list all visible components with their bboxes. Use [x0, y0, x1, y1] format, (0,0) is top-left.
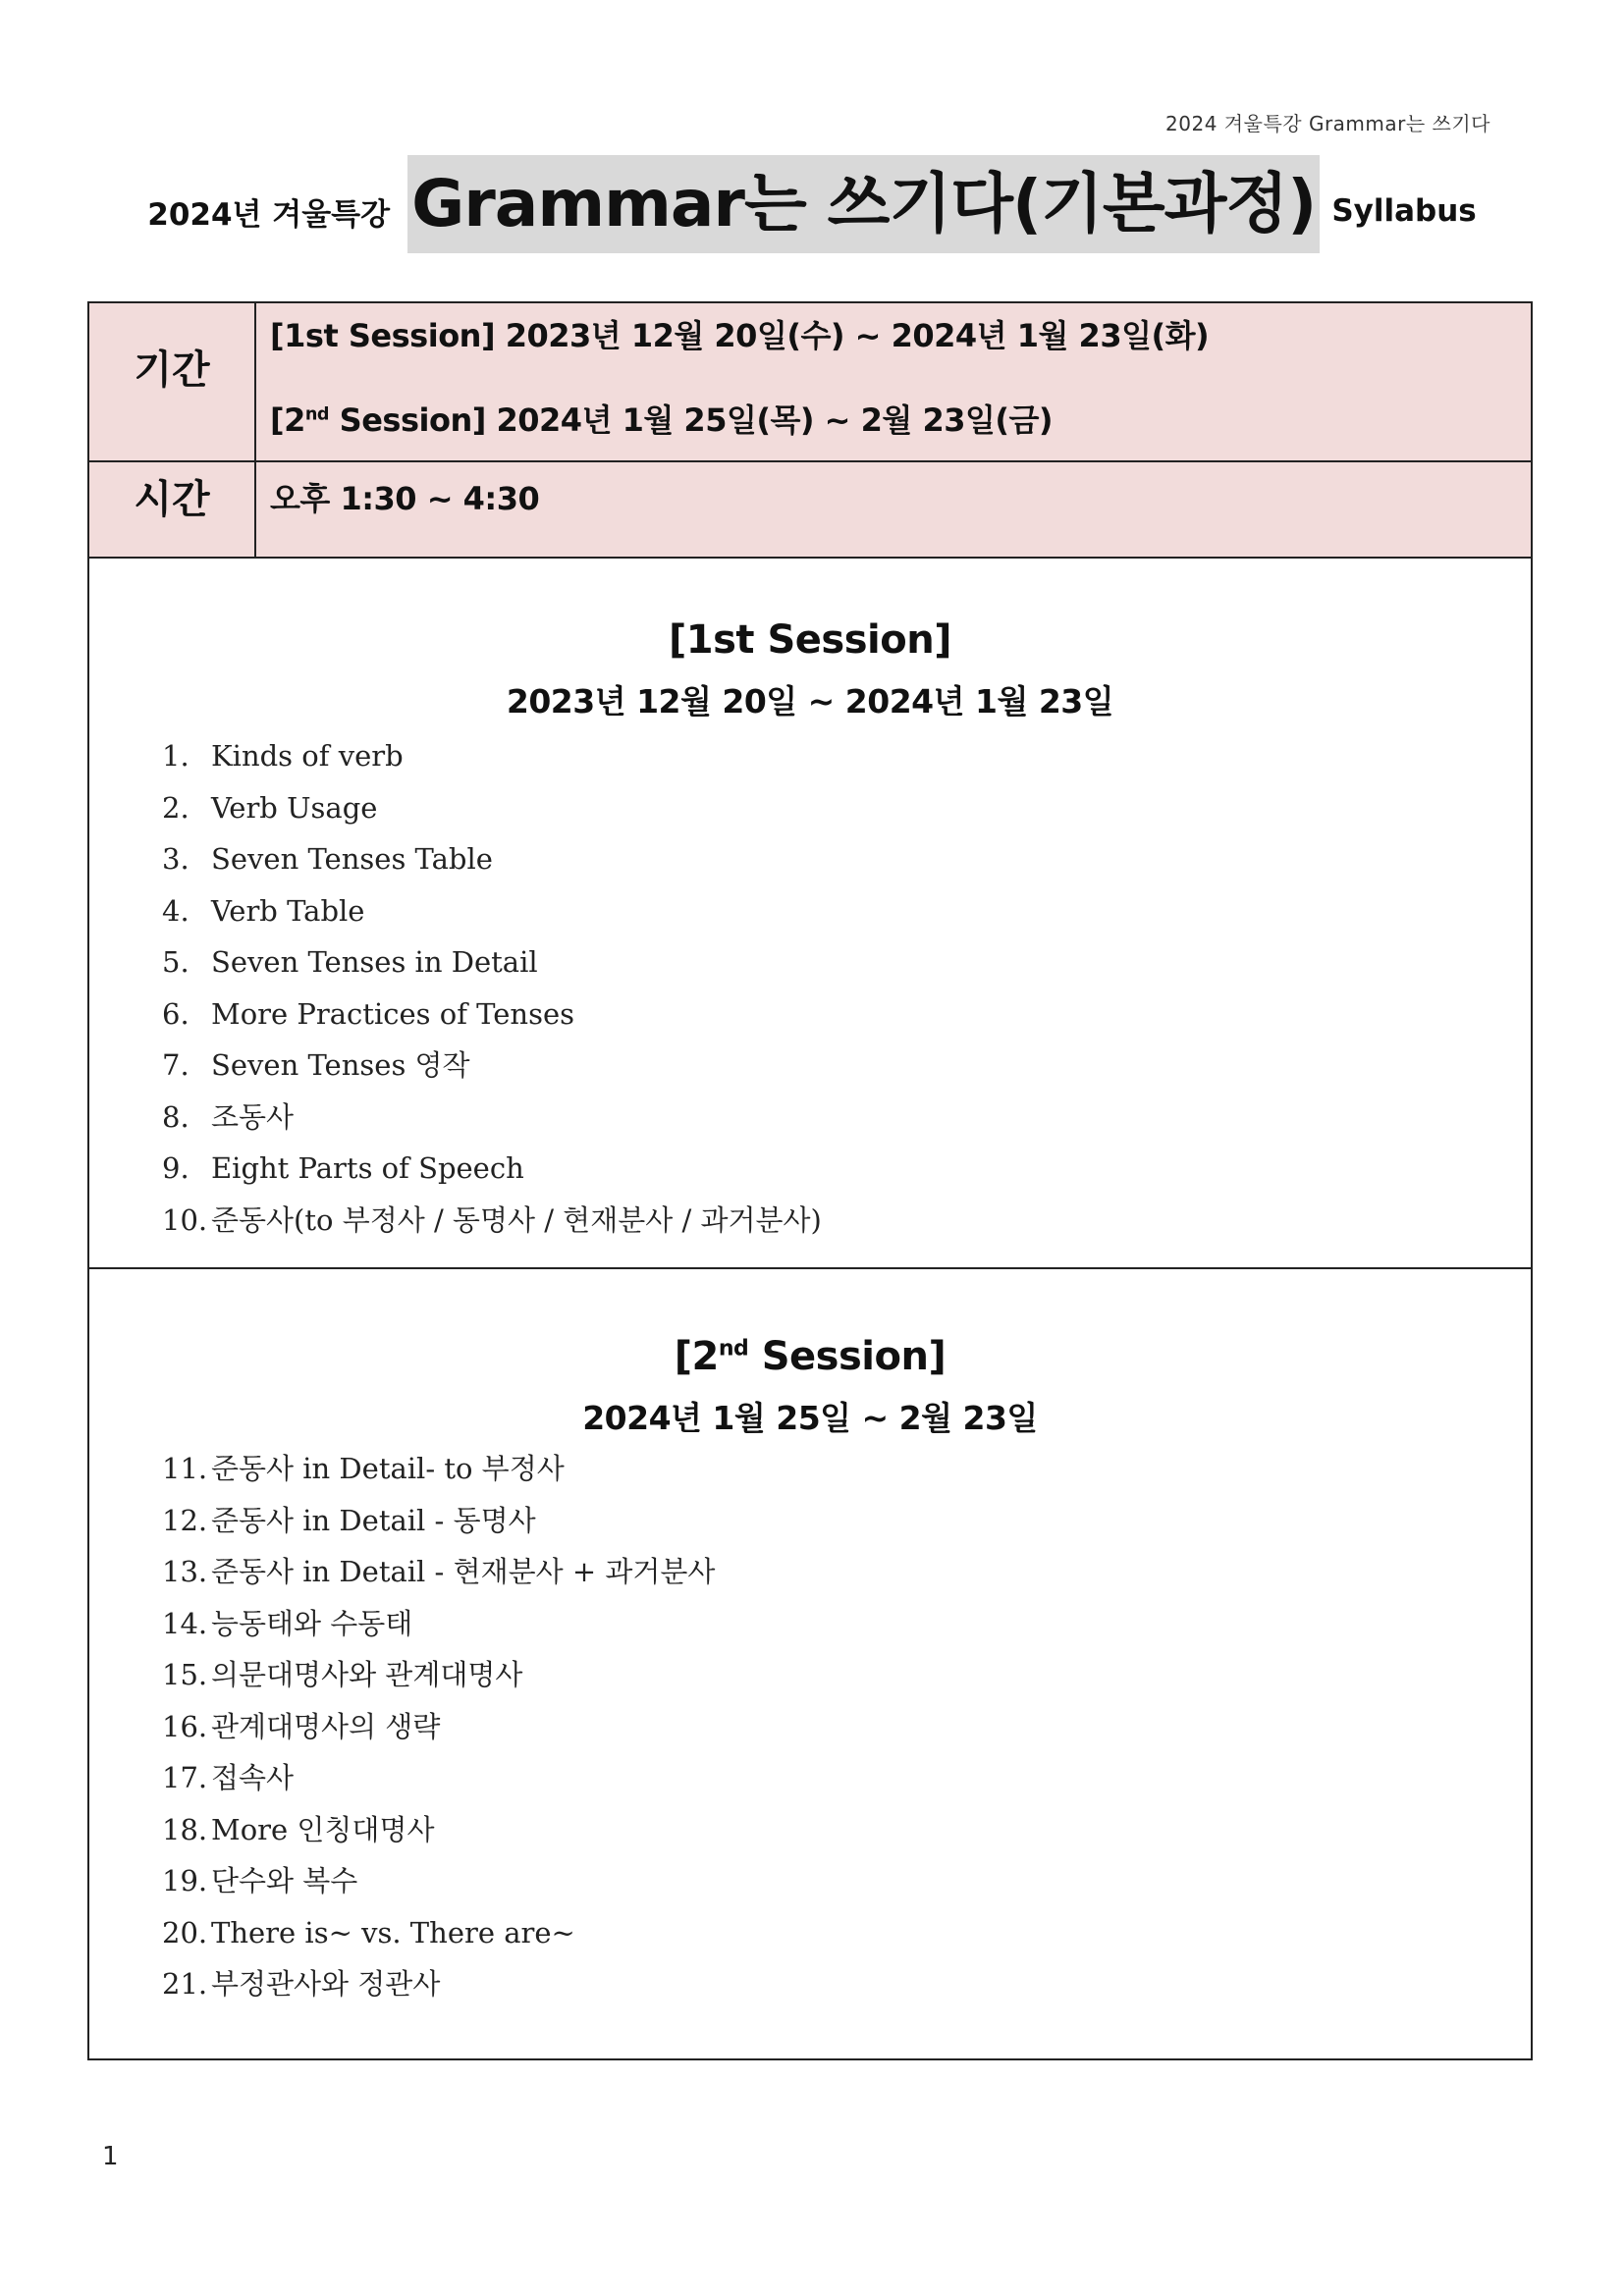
- schedule-info-table: [87, 301, 1533, 559]
- list-item-text: Kinds of verb: [211, 739, 404, 773]
- list-item-text: Eight Parts of Speech: [211, 1151, 524, 1185]
- list-item-text: Seven Tenses in Detail: [211, 945, 538, 979]
- list-item-number: 2.: [162, 790, 189, 825]
- session-2-heading: [2nd Session]: [674, 1334, 947, 1379]
- list-item-number: 17.: [162, 1761, 208, 1794]
- session-1-dates: 2023년 12월 20일 ~ 2024년 1월 23일: [506, 682, 1114, 721]
- list-item: [162, 1855, 1531, 1907]
- list-item-number: 10.: [162, 1202, 208, 1237]
- list-item-text: 능동태와 수동태: [211, 1606, 413, 1640]
- session-1-box: [87, 555, 1533, 1269]
- list-item: [162, 1598, 1531, 1650]
- list-item: [162, 1443, 1531, 1495]
- list-item-number: 15.: [162, 1658, 208, 1691]
- page-number: 1: [102, 2142, 119, 2171]
- time-label: 시간: [89, 462, 256, 557]
- list-item-text: 준동사 in Detail - 동명사: [211, 1503, 536, 1537]
- list-item: [162, 730, 1531, 782]
- document-title: [0, 153, 1624, 255]
- list-item: [162, 1701, 1531, 1753]
- list-item: [162, 1546, 1531, 1598]
- list-item: [162, 1649, 1531, 1701]
- period-value: [256, 303, 1531, 460]
- list-item: [162, 1752, 1531, 1804]
- list-item: [162, 1804, 1531, 1856]
- list-item-number: 18.: [162, 1812, 208, 1846]
- list-item-number: 14.: [162, 1606, 208, 1640]
- list-item: [162, 782, 1531, 834]
- list-item: [162, 936, 1531, 988]
- list-item-text: 준동사 in Detail - 현재분사 + 과거분사: [211, 1555, 716, 1588]
- list-item-text: There is~ vs. There are~: [211, 1915, 575, 1949]
- list-item-text: 부정관사와 정관사: [211, 1967, 441, 2001]
- list-item-text: More 인칭대명사: [211, 1812, 435, 1846]
- list-item: [162, 1958, 1531, 2010]
- session-2-box: [87, 1267, 1533, 2060]
- list-item-number: 9.: [162, 1151, 189, 1185]
- session-1-topic-list: [162, 730, 1531, 1246]
- list-item-number: 3.: [162, 842, 189, 876]
- period-session-1: [1st Session] 2023년 12월 20일(수) ~ 2024년 1월 23일(화): [270, 317, 1210, 354]
- list-item-text: 단수와 복수: [211, 1864, 358, 1897]
- period-session-2: [2nd Session] 2024년 1월 25일(목) ~ 2월 23일(금): [270, 401, 1054, 439]
- list-item-text: 접속사: [211, 1761, 295, 1794]
- list-item-text: 의문대명사와 관계대명사: [211, 1658, 523, 1691]
- list-item-text: 준동사 in Detail- to 부정사: [211, 1452, 565, 1485]
- title-suffix: Syllabus: [1331, 193, 1477, 229]
- list-item-number: 7.: [162, 1048, 189, 1082]
- title-main: Grammar는 쓰기다(기본과정): [407, 155, 1320, 253]
- list-item-number: 12.: [162, 1503, 208, 1537]
- session-2-topic-list: [162, 1443, 1531, 2010]
- list-item: [162, 1092, 1531, 1144]
- list-item-number: 4.: [162, 893, 189, 928]
- list-item-number: 6.: [162, 996, 189, 1031]
- running-header: 2024 겨울특강 Grammar는 쓰기다: [1165, 112, 1490, 135]
- list-item-text: Verb Table: [211, 893, 365, 928]
- list-item-text: 관계대명사의 생략: [211, 1709, 441, 1743]
- title-prefix: 2024년 겨울특강: [147, 196, 391, 233]
- list-item: [162, 1195, 1531, 1247]
- list-item: [162, 1040, 1531, 1092]
- list-item-text: Seven Tenses 영작: [211, 1048, 470, 1082]
- session-1-heading: [1st Session]: [669, 617, 951, 663]
- list-item-number: 5.: [162, 945, 189, 979]
- time-value: [256, 462, 1531, 557]
- time-range: 오후 1:30 ~ 4:30: [270, 480, 540, 517]
- list-item-number: 16.: [162, 1709, 208, 1743]
- list-item-number: 11.: [162, 1452, 208, 1485]
- list-item-text: 조동사: [211, 1099, 295, 1134]
- list-item-number: 1.: [162, 739, 189, 773]
- list-item: [162, 885, 1531, 937]
- list-item-number: 13.: [162, 1555, 208, 1588]
- list-item: [162, 988, 1531, 1041]
- list-item-text: More Practices of Tenses: [211, 996, 575, 1031]
- list-item: [162, 1143, 1531, 1195]
- list-item-number: 8.: [162, 1099, 189, 1134]
- list-item-number: 20.: [162, 1915, 208, 1949]
- list-item: [162, 1495, 1531, 1547]
- list-item-text: Seven Tenses Table: [211, 842, 493, 876]
- session-2-dates: 2024년 1월 25일 ~ 2월 23일: [582, 1399, 1038, 1437]
- list-item-number: 19.: [162, 1864, 208, 1897]
- period-row: [89, 303, 1531, 462]
- list-item: [162, 1907, 1531, 1959]
- list-item-number: 21.: [162, 1967, 208, 2001]
- list-item: [162, 833, 1531, 885]
- list-item-text: Verb Usage: [211, 790, 378, 825]
- list-item-text: 준동사(to 부정사 / 동명사 / 현재분사 / 과거분사): [211, 1202, 822, 1237]
- time-row: [89, 462, 1531, 557]
- period-label: 기간: [89, 303, 256, 460]
